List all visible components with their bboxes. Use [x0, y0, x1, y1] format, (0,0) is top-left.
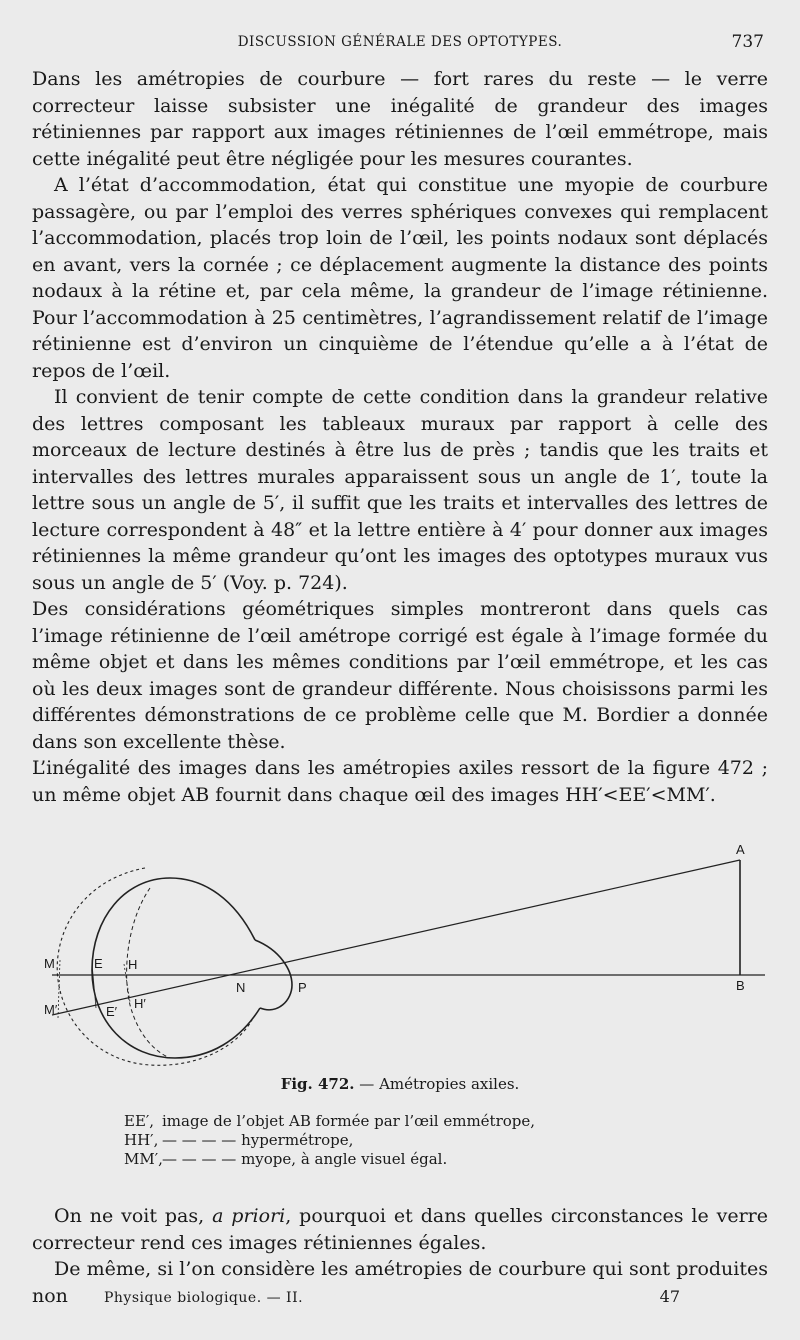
label-h-prime: H′ [134, 996, 146, 1011]
paragraph: Dans les amétropies de courbure — fort rares du reste — le verre correcteur laisse subsister une inégalité de grandeur des images rétiniennes par rapport aux images rétiniennes de l’œil emmétrope, mais cette inégalité peut être négligée pour les mesures courantes. [32, 68, 768, 170]
signature-mark: 47 [659, 1287, 680, 1306]
caption-number: Fig. 472. [280, 1075, 355, 1093]
legend-row [124, 1150, 684, 1169]
caption-text: — Amétropies axiles. [359, 1075, 520, 1093]
principal-ray [52, 860, 740, 1015]
figure-caption [0, 1075, 800, 1093]
label-e: E [94, 956, 103, 971]
legend-key: EE′, [124, 1112, 155, 1130]
image-mm [58, 960, 60, 1018]
legend-row [124, 1131, 684, 1150]
hyperopic-retina [127, 888, 170, 1058]
body-text-top [32, 66, 768, 808]
italic-phrase: a priori [212, 1205, 286, 1227]
paragraph: L’inégalité des images dans les amétropies axiles ressort de la figure 472 ; un même objet AB fournit dans chaque œil des images HH′<EE′<MM′. [32, 757, 768, 806]
label-b: B [736, 978, 745, 993]
label-h: H [128, 957, 138, 972]
running-title: DISCUSSION GÉNÉRALE DES OPTOTYPES. [237, 34, 563, 50]
legend-key: MM′, [124, 1150, 163, 1168]
book-title: Physique biologique. — II. [104, 1290, 304, 1306]
legend-text: — — — — myope, à angle visuel égal. [162, 1150, 448, 1168]
label-n: N [236, 980, 246, 995]
paragraph: Il convient de tenir compte de cette condition dans la grandeur relative des lettres composant les tableaux muraux par rapport à celle des morceaux de lecture destinés à être lus de près ; tandis que les traits et intervalles des lettres murales apparaissent sous un angle de 1′, toute la lettre sous un angle de 5′, il suffit que les traits et intervalles des lettres de lecture correspondent à 48″ et la lettre entière à 4′ pour donner aux images rétiniennes la même grandeur qu’ont les images des optotypes muraux vus sous un angle de 5′ (Voy. p. 724). [32, 386, 768, 594]
paragraph: A l’état d’accommodation, état qui constitue une myopie de courbure passagère, ou par l’emploi des verres sphériques convexes qui remplacent l’accommodation, placés trop loin de l’œil, les points nodaux sont déplacés en avant, vers la cornée ; ce déplacement augmente la distance des points nodaux à la rétine et, par cela même, la grandeur de l’image rétinienne. Pour l’accommodation à 25 centimètres, l’agrandissement relatif de l’image rétinienne est d’environ un cinquième de l’étendue qu’elle a à l’état de repos de l’œil. [32, 174, 768, 382]
legend-text: — — — — hypermétrope, [162, 1131, 354, 1149]
page-header [30, 34, 770, 58]
paragraph: On ne voit pas, a priori, pourquoi et dans quelles circonstances le verre correcteur rend ces images rétiniennes égales. [32, 1205, 768, 1254]
paragraph: Des considérations géométriques simples montreront dans quels cas l’image rétinienne de l’œil amétrope corrigé est égale à l’image formée du même objet et dans les mêmes conditions par l’œil emmétrope, et les cas où les deux images sont de grandeur différente. Nous choisissons parmi les différentes démonstrations de ce problème celle que M. Bordier a donnée dans son excellente thèse. [32, 598, 768, 753]
label-m-prime: M′ [44, 1002, 58, 1017]
legend-key: HH′, [124, 1131, 159, 1149]
figure-legend [124, 1112, 684, 1169]
legend-text: image de l’objet AB formée par l’œil emmétrope, [162, 1112, 536, 1130]
label-e-prime: E′ [106, 1004, 118, 1019]
label-a: A [736, 842, 745, 857]
page-footer [104, 1287, 700, 1314]
label-m: M [44, 956, 55, 971]
label-p: P [298, 980, 307, 995]
paragraph: De même, si l’on considère les amétropies de courbure qui sont produites non [32, 1258, 768, 1307]
legend-row [124, 1112, 684, 1131]
figure-472-diagram [30, 840, 780, 1085]
page-number: 737 [731, 32, 764, 52]
emmetropic-eye-outline [92, 878, 260, 1058]
